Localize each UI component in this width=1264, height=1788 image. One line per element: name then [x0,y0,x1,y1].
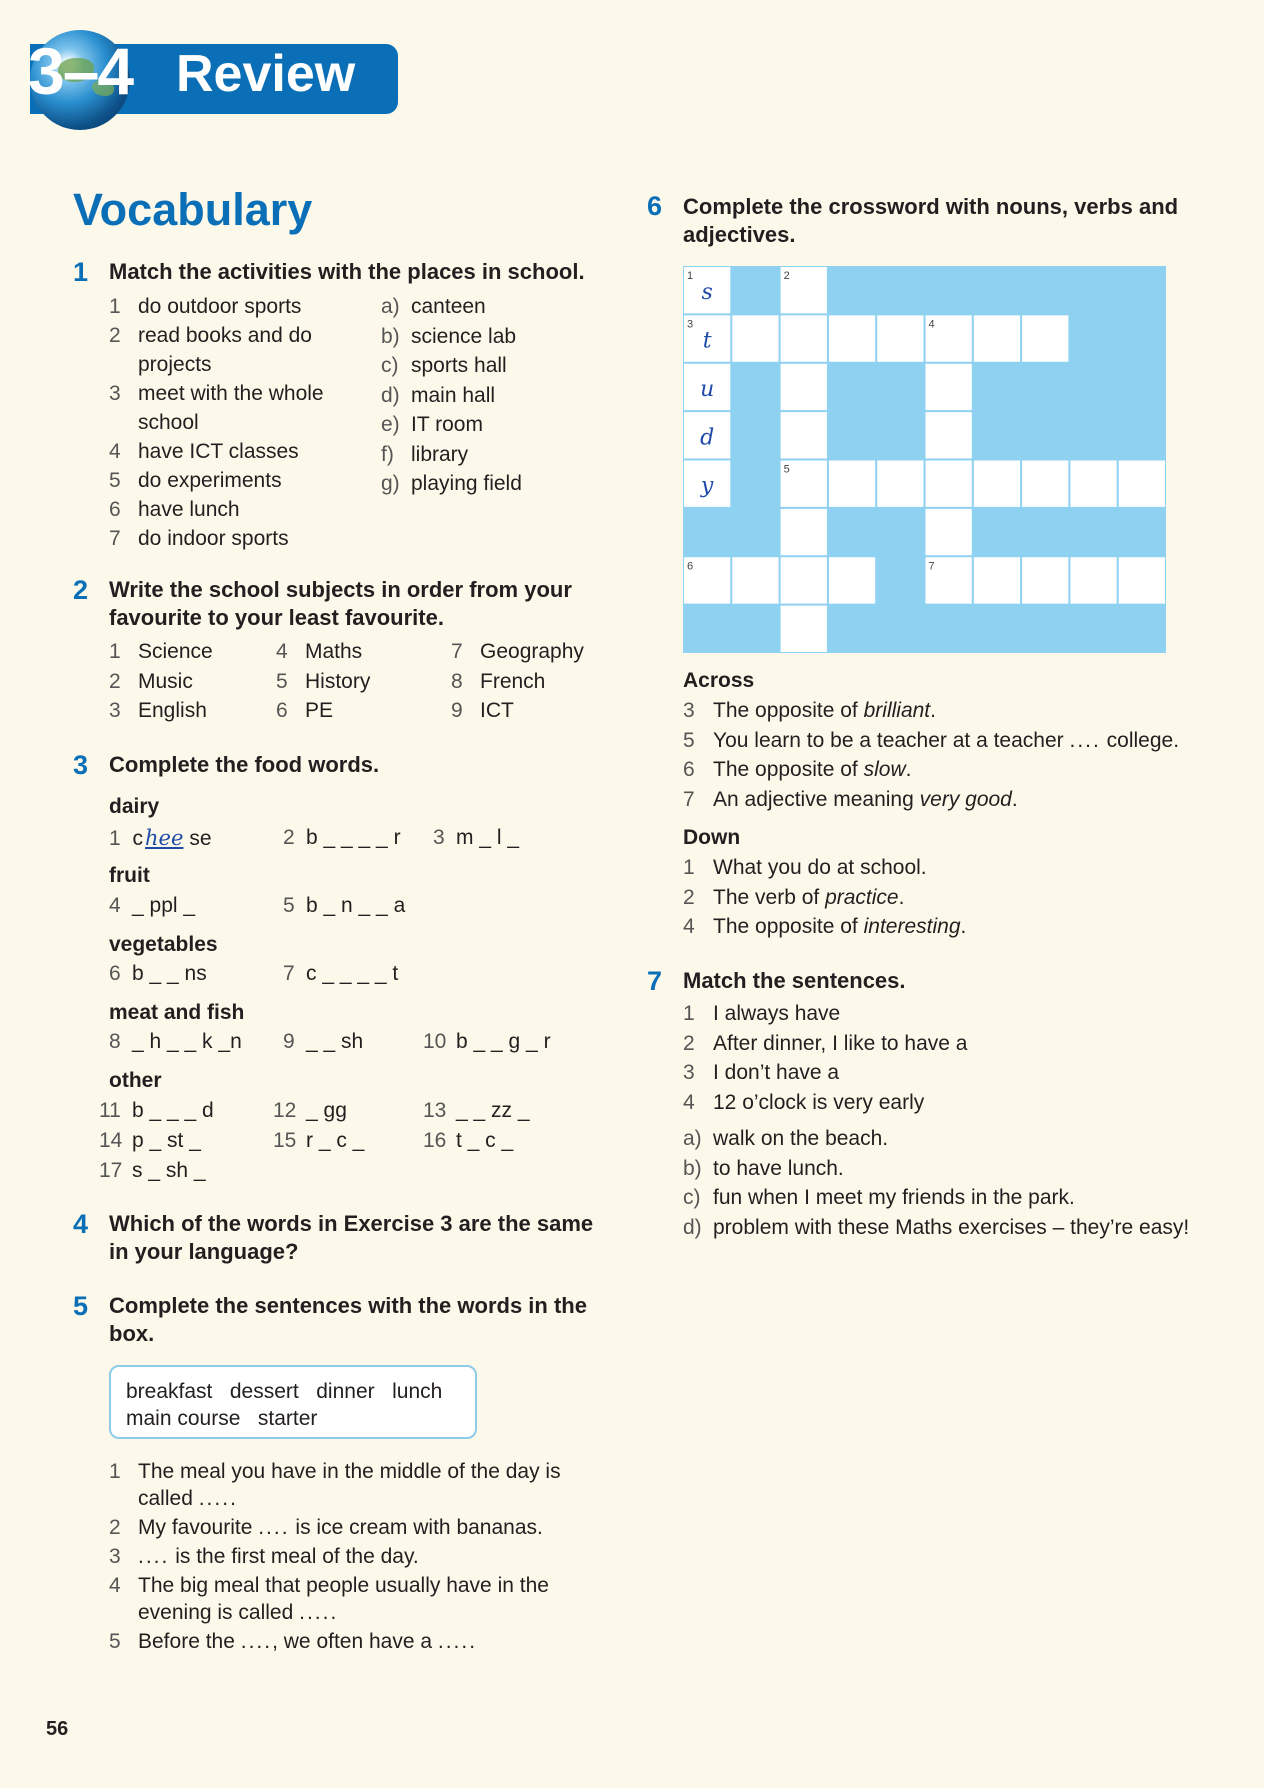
crossword-cell[interactable] [781,364,827,410]
gap: .... [437,1630,470,1653]
subject-item [276,698,333,724]
item-number: 9 [451,699,463,722]
clue-num: 4 [683,915,695,938]
item-text: IT room [411,413,483,436]
subject-item [109,698,207,724]
crossword-cell[interactable] [732,557,778,603]
food-word-item [109,893,195,919]
item-text: b _ _ _ d [132,1099,214,1122]
item-number: 6 [276,699,288,722]
item-text: playing field [411,472,522,495]
item-number: 17 [99,1159,123,1182]
crossword-cell[interactable] [877,461,923,507]
crossword-cell[interactable] [1022,461,1068,507]
clue-text: You learn to be a teacher at a teacher [713,728,1070,752]
item-number: a) [683,1127,702,1150]
item-text: s _ sh _ [132,1159,206,1182]
word-box-line: breakfast dessert dinner lunch [126,1380,443,1403]
sentence: 2 My favourite .... is ice cream with bananas. [109,1516,543,1539]
clue-text: . [1011,787,1018,811]
item-text: do indoor sports [138,527,289,550]
clue-text: The opposite of [713,699,864,722]
sentence-ending [683,1156,844,1182]
item-number: 2 [283,826,295,849]
section-title: Vocabulary [73,184,313,235]
activity-item [109,526,289,552]
item-number: c) [381,354,399,377]
item-text: have ICT classes [138,440,299,463]
item-text: _ h _ _ k _n [132,1030,242,1053]
item-number: 4 [276,640,288,663]
item-text: _ _ sh [306,1030,364,1053]
item-text: _ gg [306,1099,347,1122]
clue-text: The verb of [713,885,826,909]
subject-item [451,669,545,695]
exercise-number: 4 [73,1209,89,1239]
clue-number: 7 [928,560,935,573]
place-item [381,383,495,409]
crossword-cell[interactable] [781,606,827,652]
item-text: I always have [713,1002,841,1025]
item-text: History [305,669,371,693]
exercise-instruction: Match the sentences. [683,968,906,993]
food-category: meat and fish [109,1001,245,1024]
down-label: Down [683,826,741,849]
exercise-instruction: Complete the crossword with nouns, verbs and [683,194,1179,219]
item-number: b) [683,1156,702,1180]
food-example [109,825,212,852]
clue-text: . [930,699,936,722]
item-text: do experiments [138,469,282,492]
exercise-instruction: Complete the sentences with the words in the [109,1293,587,1318]
item-number: 1 [109,295,121,318]
across-label: Across [683,669,755,692]
crossword-cell[interactable] [781,509,827,555]
exercise-instruction: adjectives. [683,222,796,247]
item-text: sports hall [411,354,507,377]
activity-item [109,410,199,436]
item-text: _ _ zz _ [456,1099,530,1122]
item-text: I don’t have a [713,1061,840,1084]
clue-text: The opposite of [713,758,864,781]
item-number: 3 [683,1061,695,1084]
item-number: 13 [423,1099,447,1122]
item-text: have lunch [138,498,240,521]
item-number: a) [381,295,400,318]
clue-number: 5 [783,463,790,476]
gap: .... [1069,728,1101,752]
place-item [381,294,486,320]
clue-emphasis: very good [919,787,1012,811]
item-number: f) [381,442,394,466]
clue-text: college. [1100,728,1180,752]
item-text: c _ _ _ _ t [306,962,399,985]
exercise-instruction: Match the activities with the places in school. [109,259,585,284]
item-text: Music [138,669,193,693]
sentence-start [683,1031,967,1057]
clue-num: 6 [683,758,695,781]
exercise-number: 1 [73,257,89,287]
sentence: 1 The meal you have in the middle of the day is [109,1460,561,1483]
item-number: 11 [99,1099,121,1122]
item-text: canteen [411,295,486,318]
crossword-grid [683,266,1166,653]
clue-number: 1 [687,270,694,282]
clue-num: 5 [683,728,695,752]
food-word-item [273,1128,364,1154]
food-word-item [283,893,405,919]
item-number: 4 [109,440,121,463]
example-letter: c [132,827,144,850]
food-word-item [423,1029,551,1055]
exercise-instruction: box. [109,1321,155,1346]
clue-item [683,698,936,724]
activity-item [109,468,282,494]
crossword-cell[interactable] [829,315,875,361]
subject-item [109,639,213,665]
sentence-ending [683,1215,1189,1241]
clue-item [683,855,927,881]
crossword-cell[interactable] [1070,461,1116,507]
item-text: b _ _ ns [132,962,207,985]
clue-item [683,885,904,911]
food-word-item [283,1029,363,1055]
exercise-number: 7 [647,966,663,996]
item-number: 15 [273,1129,297,1152]
exercise-instruction: Which of the words in Exercise 3 are the same [109,1211,594,1236]
item-text: PE [305,699,334,722]
clue-text: The opposite of [713,915,864,938]
crossword-cell[interactable] [1022,557,1068,603]
crossword-cell[interactable] [781,315,827,361]
subject-item [276,639,362,665]
item-text: Science [138,640,213,663]
item-number: 8 [109,1030,121,1053]
sentence: called ..... [138,1487,236,1510]
item-number: 5 [276,669,288,693]
food-word-item [99,1128,201,1154]
item-number: 3 [433,826,445,849]
item-text: ICT [480,699,514,722]
food-word-item [99,1098,214,1124]
clue-item [683,787,1018,813]
activity-item [109,323,312,349]
food-word-item [109,1029,242,1055]
exercise-instruction: in your language? [109,1239,299,1264]
subject-item [451,698,514,724]
clue-text: . [898,885,905,909]
crossword-cell[interactable] [1119,461,1165,507]
item-text: school [138,411,199,434]
item-text: m _ l _ [456,826,520,849]
gap: .... [258,1516,290,1539]
word-box-line: main course starter [126,1407,318,1430]
food-word-item [273,1098,347,1124]
clue-text: What you do at school. [713,856,927,879]
clue-emphasis: practice [825,885,899,909]
page-title: Review [176,45,356,103]
clue-text: . [960,915,967,938]
item-number: 4 [109,894,121,917]
item-number: 3 [109,382,121,405]
food-category: fruit [109,864,150,887]
food-category: dairy [109,795,160,818]
item-number: 2 [683,1031,695,1055]
item-number: 6 [109,962,121,985]
item-text: to have lunch. [713,1156,844,1180]
item-text: After dinner, I like to have a [713,1031,968,1055]
item-text: French [480,669,546,693]
clue-num: 3 [683,699,695,722]
clue-item [683,757,911,783]
item-text: _ ppl _ [132,894,196,917]
item-text: b _ _ _ _ r [306,826,401,849]
item-text: projects [138,353,212,376]
sentence-ending [683,1126,888,1152]
food-word-item [423,1098,530,1124]
subject-item [451,639,584,665]
item-number: 6 [109,498,121,521]
item-number: 1 [683,1002,695,1025]
food-word-item [99,1158,206,1184]
item-number: d) [381,383,400,407]
exercise-number: 2 [73,575,89,605]
clue-emphasis: interesting [863,915,961,938]
item-text: b _ n _ _ a [306,894,406,917]
item-text: problem with these Maths exercises – they’re easy! [713,1215,1190,1239]
item-text: 12 o’clock is very early [713,1090,925,1114]
item-text: walk on the beach. [713,1127,889,1150]
sentence-start [683,1090,924,1116]
sentence-start [683,1060,839,1086]
place-item [381,324,516,350]
activity-item [109,352,212,378]
sentence: evening is called ..... [138,1601,337,1624]
item-number: 7 [109,527,121,550]
clue-text: An adjective meaning [713,787,920,811]
crossword-letter: d [700,425,715,451]
crossword-cell[interactable] [829,461,875,507]
clue-num: 2 [683,885,695,909]
item-number: g) [381,472,400,495]
example-answer: hee [145,826,184,850]
crossword-cell[interactable] [974,315,1020,361]
food-word-item [423,1128,513,1154]
item-number: 12 [273,1099,297,1122]
item-number: 14 [99,1129,123,1152]
item-number: 9 [283,1030,295,1053]
item-number: 16 [423,1129,447,1152]
page-number: 56 [46,1718,69,1740]
item-number: b) [381,324,400,348]
crossword-cell[interactable] [1022,315,1068,361]
crossword-cell[interactable] [974,557,1020,603]
item-number: 4 [683,1090,695,1114]
sentence: 3 .... is the first meal of the day. [109,1545,419,1568]
crossword-cell[interactable] [926,461,972,507]
sentence: 5 Before the ...., we often have a ..... [109,1630,476,1653]
food-word-item [283,825,401,851]
food-word-item [283,961,398,987]
crossword-letter: y [700,473,714,499]
crossword-letter: u [700,376,715,402]
item-text: r _ c _ [306,1129,365,1152]
place-item [381,471,522,497]
clue-num: 1 [683,856,695,879]
item-text: do outdoor sports [138,295,302,318]
item-text: p _ st _ [132,1129,201,1152]
crossword-cell[interactable] [926,509,972,555]
sentence: 4 The big meal that people usually have in the [109,1574,549,1597]
activity-item [109,439,299,465]
item-number: d) [683,1215,702,1239]
crossword-letter: s [701,280,713,306]
example-letter: se [189,827,212,850]
item-number: 3 [109,699,121,722]
item-text: t _ c _ [456,1129,514,1152]
item-text: English [138,699,207,722]
crossword-letter: t [702,328,712,354]
gap: .... [198,1487,231,1510]
sentence-start [683,1001,840,1027]
activity-item [109,381,324,407]
crossword-cell[interactable] [926,412,972,458]
crossword-cell[interactable] [732,315,778,361]
crossword-cell[interactable] [926,364,972,410]
item-number: 1 [109,640,121,663]
place-item [381,442,468,468]
item-text: b _ _ g _ r [456,1030,551,1053]
item-text: meet with the whole [138,382,324,405]
food-word-item [433,825,519,851]
activity-item [109,294,301,320]
item-number: 7 [451,640,463,663]
subject-item [276,669,370,695]
item-number: 2 [109,669,121,693]
crossword-cell[interactable] [829,557,875,603]
place-item [381,412,483,438]
clue-emphasis: brilliant [863,699,931,722]
clue-number: 4 [928,318,935,331]
clue-num: 7 [683,787,695,811]
crossword-cell[interactable] [1070,557,1116,603]
clue-number: 3 [687,318,694,331]
item-number: 2 [109,324,121,347]
item-number: 8 [451,669,463,693]
exercise-instruction: Complete the food words. [109,752,380,777]
item-text: read books and do [138,324,312,347]
item-number: 5 [283,894,295,917]
item-number: c) [683,1186,701,1209]
exercise-instruction: Write the school subjects in order from your [109,577,572,602]
gap: .... [138,1545,170,1568]
clue-text: . [905,758,912,781]
item-number: 1 [109,827,121,850]
exercise-number: 3 [73,750,89,780]
item-number: 7 [283,962,295,985]
exercise-instruction: favourite to your least favourite. [109,605,444,630]
crossword-cell[interactable] [877,315,923,361]
subject-item [109,669,193,695]
crossword-cell[interactable] [974,461,1020,507]
food-category: other [109,1069,162,1092]
item-number: 10 [423,1030,447,1053]
item-number: e) [381,413,400,436]
place-item [381,353,507,379]
clue-item [683,728,1179,754]
food-word-item [109,961,207,987]
item-text: Maths [305,640,363,663]
item-text: Geography [480,640,584,663]
item-text: main hall [411,383,496,407]
clue-number: 2 [783,270,790,282]
crossword-cell[interactable] [781,557,827,603]
exercise-number: 6 [647,191,663,221]
unit-number: 3–4 [28,34,133,108]
gap: .... [240,1630,273,1653]
clue-number: 6 [687,560,694,573]
crossword-cell[interactable] [781,412,827,458]
exercise-number: 5 [73,1291,89,1321]
word-box [109,1365,477,1439]
activity-item [109,497,240,523]
item-number: 5 [109,469,121,492]
gap: .... [299,1601,331,1624]
clue-item [683,914,966,940]
sentence-ending [683,1185,1075,1211]
crossword-cell[interactable] [1119,557,1165,603]
clue-emphasis: slow [863,758,906,781]
item-text: science lab [411,324,517,348]
item-text: fun when I meet my friends in the park. [713,1186,1075,1209]
item-text: library [411,442,469,466]
food-category: vegetables [109,933,218,956]
